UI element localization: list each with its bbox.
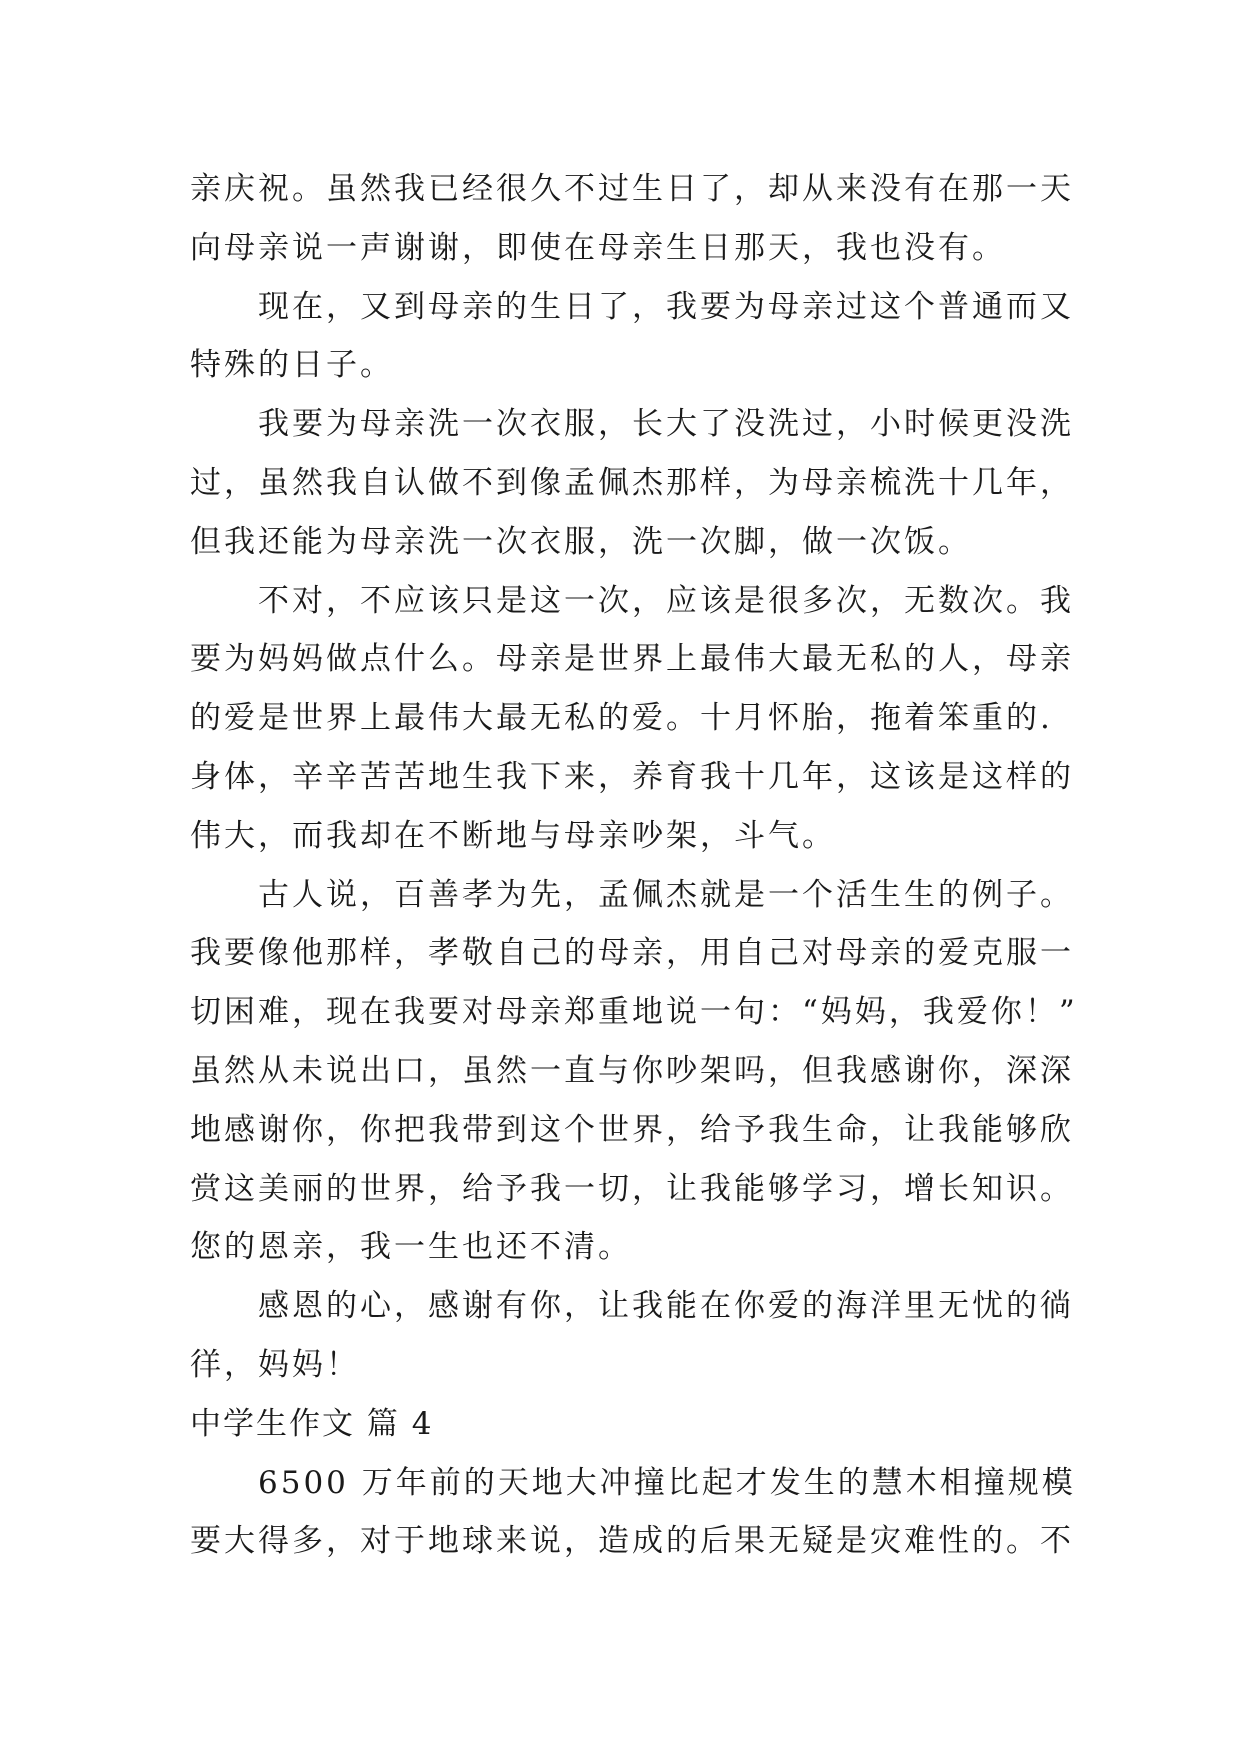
- section-heading: 中学生作文 篇 4: [190, 1405, 434, 1442]
- paragraph: [190, 160, 1074, 278]
- paragraph: [190, 278, 1074, 396]
- text-line: 要为妈妈做点什么。母亲是世界上最伟大最无私的人，母亲: [190, 641, 1074, 678]
- text-line: 我要为母亲洗一次衣服，长大了没洗过，小时候更没洗: [258, 406, 1074, 443]
- essay-body: [190, 160, 1078, 1571]
- text-line: 的爱是世界上最伟大最无私的爱。十月怀胎，拖着笨重的.: [190, 700, 1053, 737]
- paragraph: [190, 572, 1074, 866]
- paragraph: [190, 1277, 1074, 1395]
- text-line: 感恩的心，感谢有你，让我能在你爱的海洋里无忧的徜: [258, 1288, 1074, 1325]
- text-line: 身体，辛辛苦苦地生我下来，养育我十几年，这该是这样的: [190, 758, 1074, 795]
- text-line: 亲庆祝。虽然我已经很久不过生日了，却从来没有在那一天: [190, 171, 1074, 207]
- text-line: 您的恩亲，我一生也还不清。: [190, 1229, 632, 1266]
- paragraph: [190, 866, 1078, 1278]
- text-line: 过，虽然我自认做不到像孟佩杰那样，为母亲梳洗十几年，: [190, 464, 1074, 501]
- text-line: 不对，不应该只是这一次，应该是很多次，无数次。我: [258, 582, 1074, 619]
- text-line: 古人说，百善孝为先，孟佩杰就是一个活生生的例子。: [258, 876, 1074, 913]
- text-line: 6500 万年前的天地大冲撞比起才发生的慧木相撞规模: [258, 1464, 1076, 1501]
- text-line: 切困难，现在我要对母亲郑重地说一句：“妈妈，我爱你！”: [190, 994, 1078, 1031]
- paragraph: [190, 395, 1074, 571]
- text-line: 徉，妈妈！: [190, 1346, 360, 1383]
- text-line: 地感谢你，你把我带到这个世界，给予我生命，让我能够欣: [190, 1111, 1074, 1148]
- text-line: 特殊的日子。: [190, 347, 394, 384]
- text-line: 但我还能为母亲洗一次衣服，洗一次脚，做一次饭。: [190, 523, 972, 560]
- text-line: 现在，又到母亲的生日了，我要为母亲过这个普通而又: [258, 288, 1074, 325]
- text-line: 我要像他那样，孝敬自己的母亲，用自己对母亲的爱克服一: [190, 935, 1074, 972]
- text-line: 伟大，而我却在不断地与母亲吵架，斗气。: [190, 817, 836, 854]
- text-line: 要大得多，对于地球来说，造成的后果无疑是灾难性的。不: [190, 1523, 1074, 1560]
- text-line: 赏这美丽的世界，给予我一切，让我能够学习，增长知识。: [190, 1170, 1074, 1207]
- paragraph: [190, 1454, 1076, 1572]
- text-line: 虽然从未说出口，虽然一直与你吵架吗，但我感谢你，深深: [190, 1052, 1074, 1089]
- text-line: 向母亲说一声谢谢，即使在母亲生日那天，我也没有。: [190, 229, 1006, 266]
